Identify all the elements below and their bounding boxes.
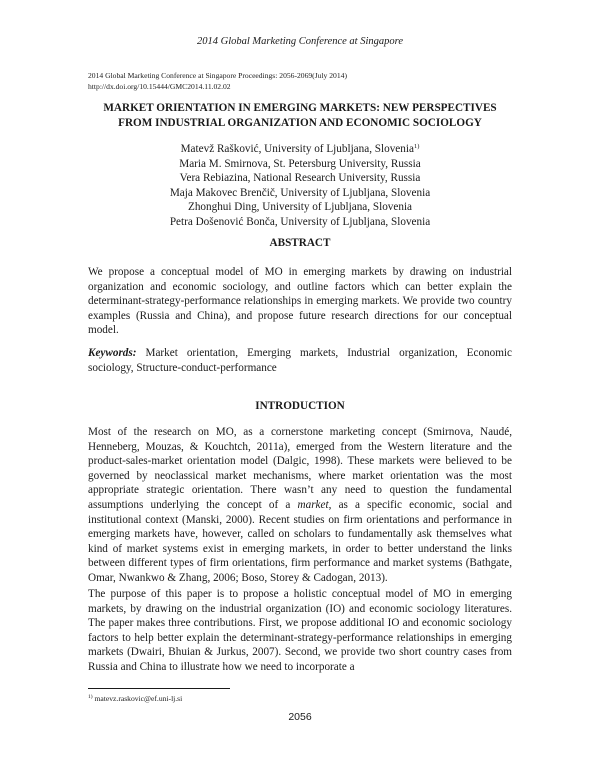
author-list xyxy=(120,142,480,230)
footnote xyxy=(88,694,182,703)
proceedings-info xyxy=(88,71,347,92)
footnote-divider xyxy=(88,688,230,689)
proceedings-citation: 2014 Global Marketing Conference at Singapore Proceedings: 2056-2069(July 2014) xyxy=(88,71,347,80)
author-footnote-mark: 1) xyxy=(413,143,420,150)
author-line: Matevž Rašković, University of Ljubljana, Slovenia$^{1)}$ xyxy=(180,143,420,155)
keywords-text: Market orientation, Emerging markets, Industrial organization, Economic sociology, Structure-conduct-performance xyxy=(88,347,512,374)
abstract-heading: ABSTRACT xyxy=(269,237,331,249)
doi-link[interactable]: http://dx.doi.org/10.15444/GMC2014.11.02.02 xyxy=(88,81,231,91)
author-line: Zhonghui Ding, University of Ljubljana, Slovenia xyxy=(187,201,413,214)
author-line: Vera Rebiazina, National Research University, Russia xyxy=(179,172,421,185)
paper-title xyxy=(80,101,520,130)
intro-paragraph-1: Most of the research on MO, as a cornerstone marketing concept (Smirnova, Naudé, Henneberg, Mouzas, & Kouchtch, 2011a), emerged from the Western literature and the product-sales-market orientation model (Dalgic, 1998). These markets were believed to be governed by neoclassical market mechanisms, where market orientation was the most appropriate strategic orientation. There wasn’t any need to question the fundamental assumptions underlying the concept of a market, as a specific economic, social and institutional context (Manski, 2000). Recent studies on firm orientations and performance in emerging markets have, however, called on scholars to fundamentally ask themselves what kind of market systems exist in emerging markets, in order to better understand the links between different types of firm orientations, firm performance and market systems (Bathgate, Omar, Nwankwo & Zhang, 2006; Boso, Storey & Cadogan, 2013). xyxy=(88,426,513,584)
keywords-label: Keywords: xyxy=(88,347,137,359)
keywords xyxy=(88,346,512,375)
running-header: 2014 Global Marketing Conference at Singapore xyxy=(197,36,403,47)
footnote-email[interactable]: matevz.raskovic@ef.uni-lj.si xyxy=(92,694,183,703)
author-line: Petra Došenović Bonča, University of Ljubljana, Slovenia xyxy=(169,215,431,228)
author-line: Maria M. Smirnova, St. Petersburg University, Russia xyxy=(179,157,421,170)
intro-paragraph-2: The purpose of this paper is to propose a holistic conceptual model of MO in emerging markets, by drawing on the industrial organization (IO) and economic sociology literatures. The paper makes three contributions. First, we propose additional IO and economic sociology factors to help better explain the determinant-strategy-performance relationships in emerging markets (Dwairi, Bhuian & Jurkus, 2007). Second, we provide two short country cases from Russia and China to illustrate how we need to incorporate a xyxy=(88,588,512,673)
paper-title-line-1: MARKET ORIENTATION IN EMERGING MARKETS: NEW PERSPECTIVES xyxy=(103,102,497,114)
introduction-heading: INTRODUCTION xyxy=(255,400,345,412)
abstract-text: We propose a conceptual model of MO in emerging markets by drawing on industrial organization and economic sociology, and outline factors which can better explain the determinant-strategy-performance relationships in emerging markets. We provide two country examples (Russia and China), and propose future research directions for our conceptual model. xyxy=(88,266,512,337)
author-line: Maja Makovec Brenčič, University of Ljubljana, Slovenia xyxy=(169,186,431,199)
paper-title-line-2: FROM INDUSTRIAL ORGANIZATION AND ECONOMIC SOCIOLOGY xyxy=(118,116,482,129)
footnote-mark: 1) xyxy=(88,694,93,700)
page-number: 2056 xyxy=(288,711,312,723)
